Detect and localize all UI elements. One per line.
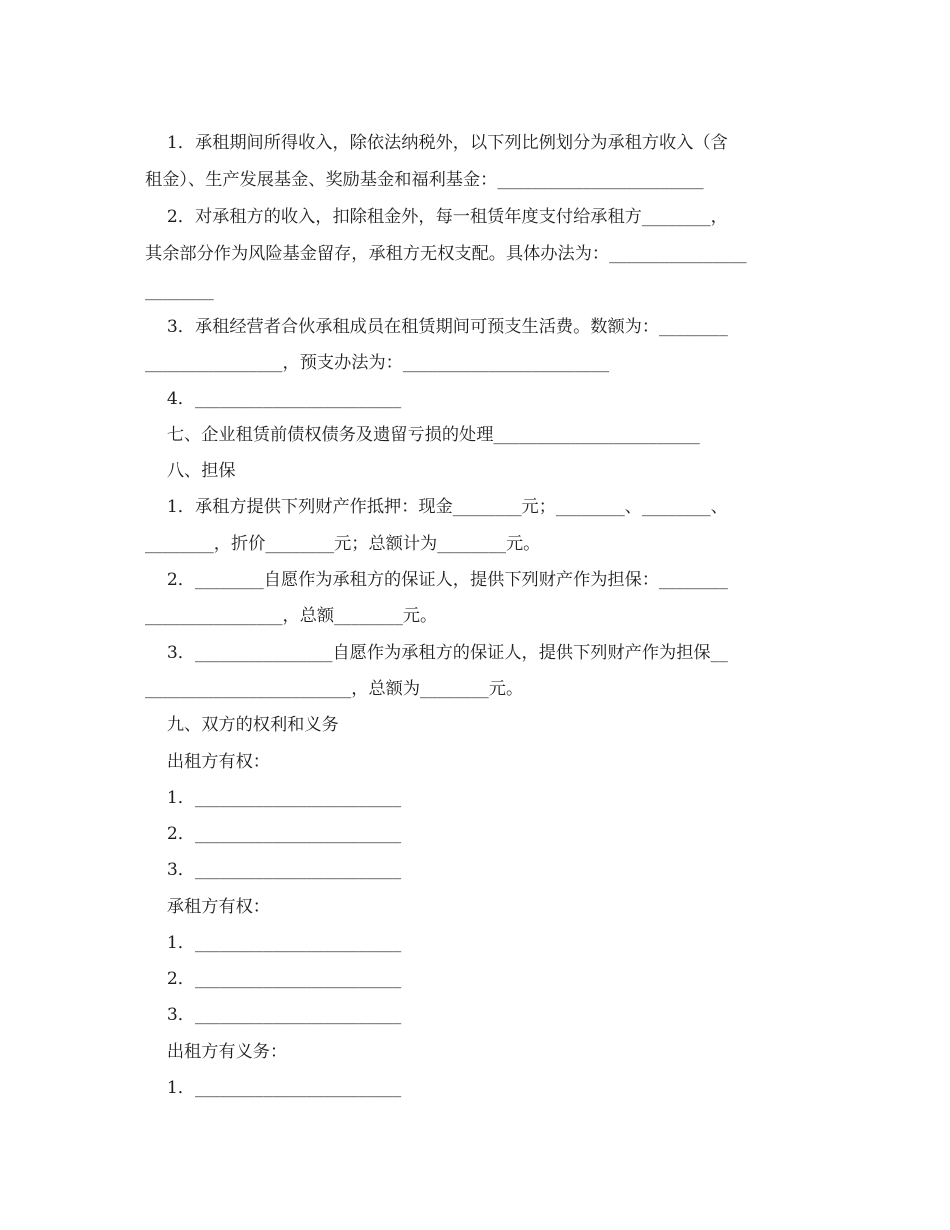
lessor-right-3: 3．________________________ xyxy=(145,860,402,880)
lessee-right-3: 3．________________________ xyxy=(145,1005,402,1025)
guarantee-3-line-1: 3．________________自愿作为承租方的保证人，提供下列财产作为担保__ xyxy=(145,643,728,663)
section-9-heading: 九、双方的权利和义务 xyxy=(145,715,339,735)
guarantee-1-line-1: 1．承租方提供下列财产作抵押：现金________元；________、________、 xyxy=(145,497,728,517)
guarantee-3-line-2: ________________________，总额为________元。 xyxy=(145,679,524,699)
lessee-right-2: 2．________________________ xyxy=(145,969,402,989)
clause-2-line-3: ________ xyxy=(145,281,214,301)
clause-1-line-2: 租金）、生产发展基金、奖励基金和福利基金：________________________ xyxy=(145,170,704,190)
clause-1-line-1: 1．承租期间所得收入，除依法纳税外，以下列比例划分为承租方收入（含 xyxy=(145,133,728,153)
lessor-right-1: 1．________________________ xyxy=(145,788,402,808)
lessee-rights-heading: 承租方有权： xyxy=(145,897,270,917)
clause-2-line-1: 2．对承租方的收入，扣除租金外，每一租赁年度支付给承租方________， xyxy=(145,207,728,227)
lessor-obligation-1: 1．________________________ xyxy=(145,1078,402,1098)
clause-3-line-2: ________________，预支办法为：________________________ xyxy=(145,353,610,373)
section-7-heading: 七、企业租赁前债权债务及遗留亏损的处理________________________ xyxy=(145,425,700,445)
clause-2-line-2: 其余部分作为风险基金留存，承租方无权支配。具体办法为：________________ xyxy=(145,244,747,264)
guarantee-2-line-1: 2．________自愿作为承租方的保证人，提供下列财产作为担保：________ xyxy=(145,570,728,590)
lessor-obligations-heading: 出租方有义务： xyxy=(145,1042,288,1062)
lessor-rights-heading: 出租方有权： xyxy=(145,752,270,772)
clause-4-line: 4．________________________ xyxy=(145,389,402,409)
guarantee-1-line-2: ________，折价________元；总额计为________元。 xyxy=(145,534,541,554)
lessee-right-1: 1．________________________ xyxy=(145,933,402,953)
guarantee-2-line-2: ________________，总额________元。 xyxy=(145,606,438,626)
lessor-right-2: 2．________________________ xyxy=(145,824,402,844)
section-8-heading: 八、担保 xyxy=(145,461,236,481)
clause-3-line-1: 3．承租经营者合伙承租成员在租赁期间可预支生活费。数额为：________ xyxy=(145,317,728,337)
